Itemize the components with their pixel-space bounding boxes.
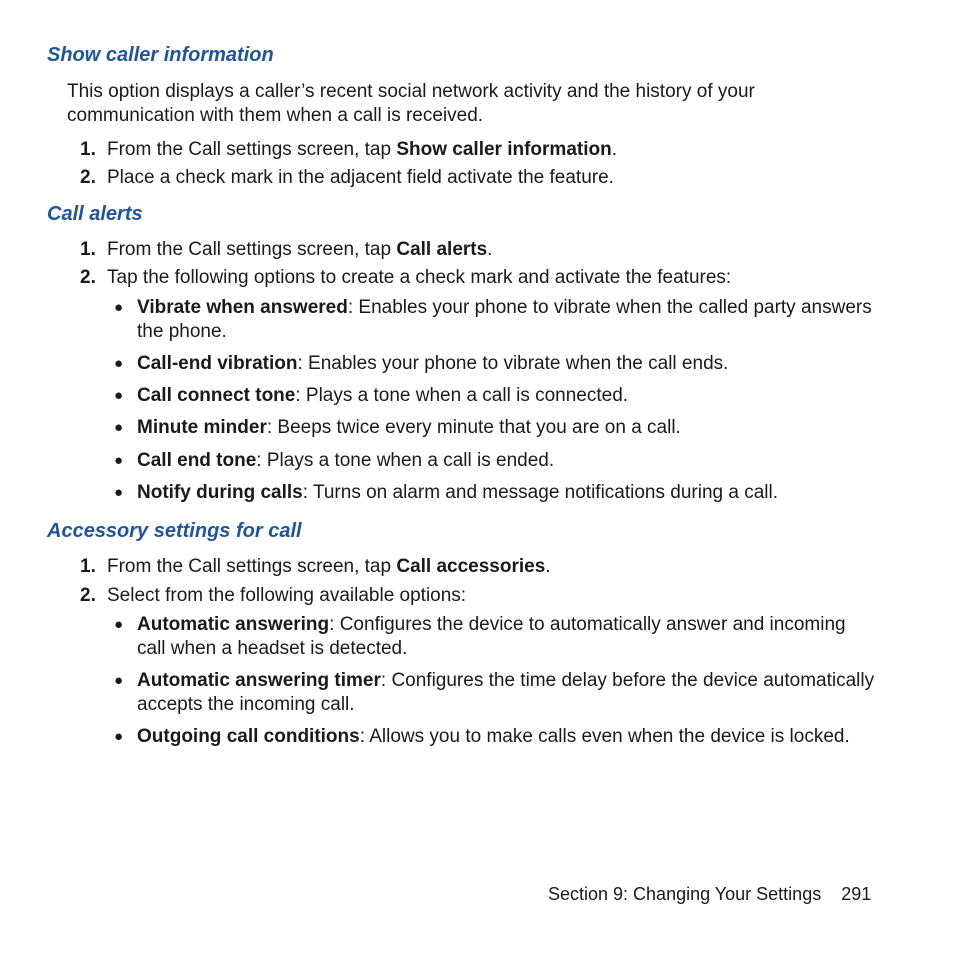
- bullet-item: Vibrate when answered: Enables your phone to vibrate when the called party answers the phone.: [137, 297, 872, 342]
- step-number: 1.: [80, 556, 96, 577]
- bullet-icon: ●: [114, 387, 124, 404]
- bullet-icon: ●: [114, 355, 124, 372]
- page-number: 291: [841, 884, 872, 904]
- bullet-icon: ●: [114, 299, 124, 316]
- section-heading-accessory-settings: Accessory settings for call: [47, 520, 302, 542]
- bullet-item: Automatic answering: Configures the device to automatically answer and incoming call when a headset is detected.: [137, 614, 846, 659]
- bullet-item: Minute minder: Beeps twice every minute that you are on a call.: [137, 417, 681, 438]
- step-number: 2.: [80, 167, 96, 188]
- step-text: From the Call settings screen, tap Call accessories.: [107, 556, 551, 577]
- bullet-item: Call-end vibration: Enables your phone to vibrate when the call ends.: [137, 353, 729, 374]
- step-text: From the Call settings screen, tap Call alerts.: [107, 239, 493, 260]
- step-number: 2.: [80, 585, 96, 606]
- step-number: 2.: [80, 267, 96, 288]
- step-text: Place a check mark in the adjacent field activate the feature.: [107, 167, 614, 188]
- bullet-item: Call end tone: Plays a tone when a call is ended.: [137, 450, 555, 471]
- bullet-item: Call connect tone: Plays a tone when a call is connected.: [137, 385, 629, 406]
- bullet-item: Outgoing call conditions: Allows you to make calls even when the device is locked.: [137, 726, 850, 747]
- bullet-icon: ●: [114, 419, 124, 436]
- step-text: From the Call settings screen, tap Show caller information.: [107, 139, 617, 160]
- bullet-icon: ●: [114, 484, 124, 501]
- step-number: 1.: [80, 139, 96, 160]
- bullet-icon: ●: [114, 672, 124, 689]
- bullet-item: Notify during calls: Turns on alarm and message notifications during a call.: [137, 482, 779, 503]
- step-text: Select from the following available options:: [107, 585, 467, 606]
- footer-section-title: Section 9: Changing Your Settings: [548, 884, 822, 904]
- bullet-icon: ●: [114, 452, 124, 469]
- step-text: Tap the following options to create a check mark and activate the features:: [107, 267, 732, 288]
- bullet-icon: ●: [114, 728, 124, 745]
- step-number: 1.: [80, 239, 96, 260]
- bullet-item: Automatic answering timer: Configures the time delay before the device automatically accepts the incoming call.: [137, 670, 875, 715]
- bullet-icon: ●: [114, 616, 124, 633]
- page-footer: [548, 884, 871, 905]
- section-intro: This option displays a caller’s recent social network activity and the history of your communication with them when a call is received.: [67, 81, 755, 126]
- section-heading-call-alerts: Call alerts: [47, 203, 143, 225]
- section-heading-show-caller-information: Show caller information: [47, 44, 274, 66]
